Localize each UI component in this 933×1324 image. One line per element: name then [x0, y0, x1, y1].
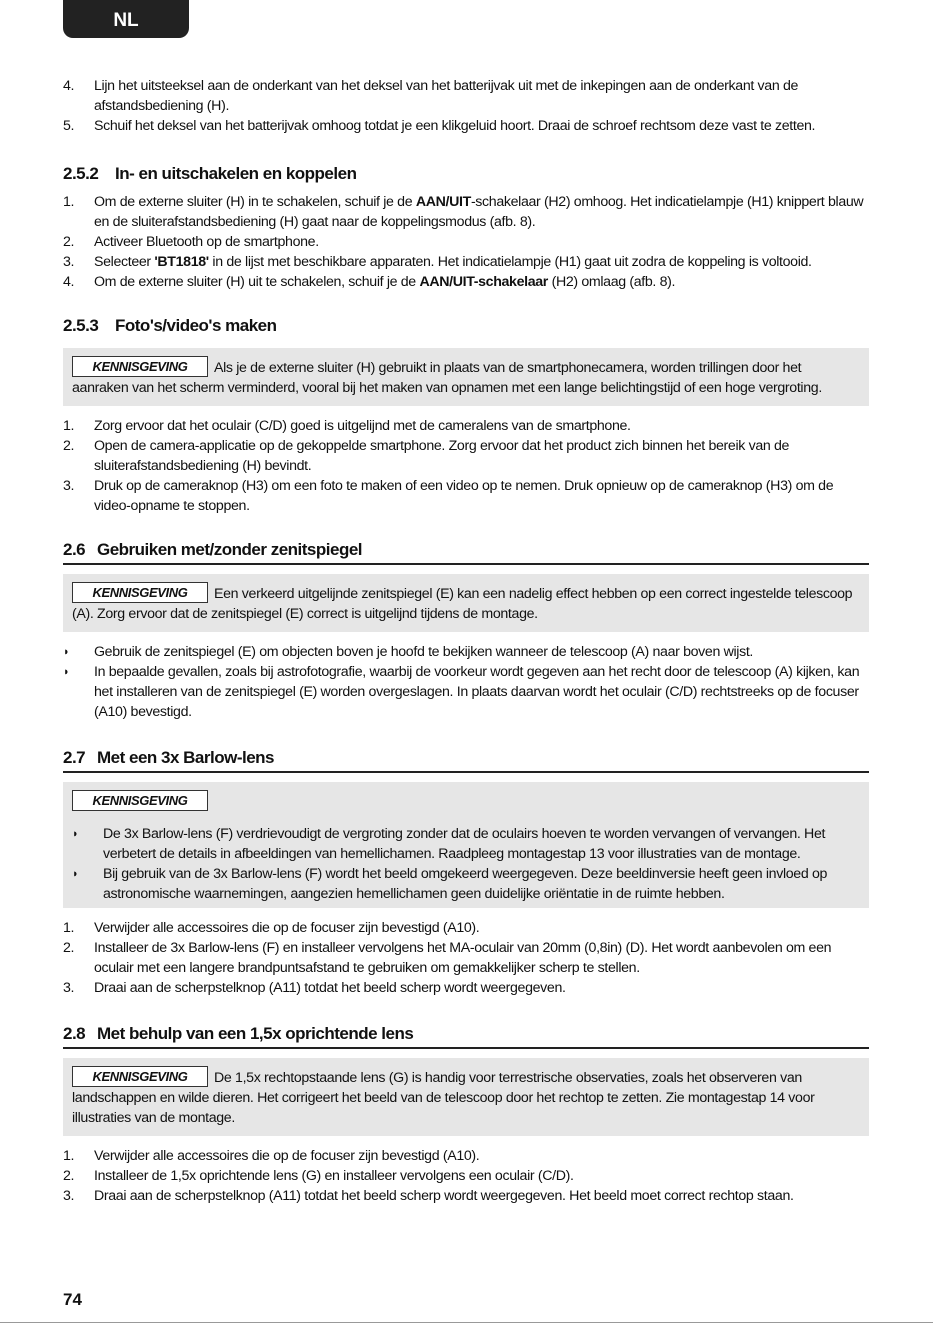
step-text: Verwijder alle accessoires die op de focuser zijn bevestigd (A10).	[94, 1148, 480, 1164]
section-number: 2.6	[63, 540, 86, 559]
section-title: Gebruiken met/zonder zenitspiegel	[97, 540, 363, 559]
step-number: 3.	[63, 478, 75, 494]
steps-2-5-3	[63, 416, 869, 516]
notice-box	[63, 782, 869, 908]
bullet-icon: ◗	[72, 828, 79, 840]
notice-text: De 1,5x rechtopstaande lens (G) is handig voor terrestrische observaties, zoals het observeren van landschappen en wilde dieren. Het corrigeert het beeld van de telescoop door het rechtop te zetten. Zie montagestap 14 voor illustraties van de montage.	[72, 1070, 815, 1126]
bullet-icon: ◗	[63, 646, 70, 658]
section-title: Met behulp van een 1,5x oprichtende lens	[97, 1024, 414, 1043]
list-item	[63, 978, 869, 998]
page-content	[63, 76, 869, 1206]
step-number: 1.	[63, 1148, 75, 1164]
step-number: 3.	[63, 1188, 75, 1204]
step-number: 2.	[63, 1168, 75, 1184]
section-heading-2-8	[63, 1023, 869, 1049]
step-text: Verwijder alle accessoires die op de focuser zijn bevestigd (A10).	[94, 920, 480, 936]
step-number: 3.	[63, 980, 75, 996]
list-item	[63, 116, 869, 136]
section-number: 2.5.2	[63, 164, 99, 183]
list-item	[63, 476, 869, 516]
section-title: Met een 3x Barlow-lens	[97, 748, 275, 767]
step-text: -schakelaar (H2) omhoog. Het indicatielampje (H1) knippert blauw en de sluiterafstandsbediening (H) gaat naar de koppelingsmodus (afb. 8).	[94, 194, 864, 230]
list-item	[63, 938, 869, 978]
bullet-text: Bij gebruik van de 3x Barlow-lens (F) wordt het beeld omgekeerd weergegeven. Deze beeldinversie heeft geen invloed op astronomische waarnemingen, aangezien hemellichamen geen duidelijke oriëntatie in de ruimte hebben.	[103, 866, 828, 902]
steps-2-8	[63, 1146, 869, 1206]
list-item	[63, 416, 869, 436]
page-bottom-rule	[0, 1322, 933, 1323]
step-number: 1.	[63, 418, 75, 434]
list-item	[63, 232, 869, 252]
step-number: 1.	[63, 920, 75, 936]
step-number: 2.	[63, 438, 75, 454]
list-item	[63, 662, 869, 722]
steps-2-5-2	[63, 192, 869, 292]
list-item	[63, 436, 869, 476]
step-number: 5.	[63, 118, 75, 134]
step-bold-text: AAN/UIT	[415, 194, 471, 210]
step-text: (H2) omlaag (afb. 8).	[547, 274, 676, 290]
step-text: Om de externe sluiter (H) uit te schakelen, schuif je de	[94, 274, 420, 290]
bullets-2-6	[63, 642, 869, 722]
step-number: 2.	[63, 234, 75, 250]
list-item	[63, 1186, 869, 1206]
page-number: 74	[63, 1290, 82, 1309]
section-number: 2.7	[63, 748, 86, 767]
list-item	[63, 1166, 869, 1186]
section-title: In- en uitschakelen en koppelen	[115, 164, 357, 183]
list-item	[63, 642, 869, 662]
list-item	[63, 272, 869, 292]
step-number: 1.	[63, 194, 75, 210]
step-text: Lijn het uitsteeksel aan de onderkant van het deksel van het batterijvak uit met de inkepingen aan de onderkant van de afstandsbediening (H).	[94, 78, 799, 114]
step-text: Open de camera-applicatie op de gekoppelde smartphone. Zorg ervoor dat het product zich binnen het bereik van de sluiterafstandsbediening (H) bevindt.	[94, 438, 790, 474]
step-text: Activeer Bluetooth op de smartphone.	[94, 234, 319, 250]
notice-box	[63, 574, 869, 632]
step-number: 4.	[63, 274, 75, 290]
list-item	[63, 918, 869, 938]
step-text: Druk op de cameraknop (H3) om een foto te maken of een video op te nemen. Druk opnieuw op de cameraknop (H3) om de video-opname te stoppen.	[94, 478, 834, 514]
notice-label: KENNISGEVING	[72, 1066, 208, 1087]
list-item	[63, 1146, 869, 1166]
notice-label: KENNISGEVING	[72, 356, 208, 377]
step-number: 3.	[63, 254, 75, 270]
section-heading-2-5-3	[63, 315, 869, 337]
bullet-text: De 3x Barlow-lens (F) verdrievoudigt de vergroting zonder dat de oculairs hoeven te worden vervangen of vervangen. Het verbetert de details in afbeeldingen van hemellichamen. Raadpleeg montagestap 13 voor illustraties van de montage.	[103, 826, 826, 862]
step-bold-text: AAN/UIT-schakelaar	[419, 274, 548, 290]
notice-label: KENNISGEVING	[72, 790, 208, 811]
list-item	[72, 824, 860, 864]
step-text: Selecteer	[94, 254, 155, 270]
step-text: Om de externe sluiter (H) in te schakelen, schuif je de	[94, 194, 416, 210]
bullet-text: In bepaalde gevallen, zoals bij astrofotografie, waarbij de voorkeur wordt gegeven aan het recht door de telescoop (A) kijken, kan het installeren van de zenitspiegel (E) worden overgeslagen. In plaats daarvan wordt het oculair (C/D) rechtstreeks op de focuser (A10) bevestigd.	[94, 664, 860, 720]
list-item	[72, 864, 860, 904]
step-text: in de lijst met beschikbare apparaten. Het indicatielampje (H1) gaat uit zodra de koppeling is voltooid.	[208, 254, 812, 270]
list-item	[63, 76, 869, 116]
step-text: Installeer de 1,5x oprichtende lens (G) en installeer vervolgens een oculair (C/D).	[94, 1168, 574, 1184]
step-text: Zorg ervoor dat het oculair (C/D) goed is uitgelijnd met de cameralens van de smartphone.	[94, 418, 631, 434]
steps-2-7	[63, 918, 869, 998]
section-number: 2.8	[63, 1024, 86, 1043]
step-text: Installeer de 3x Barlow-lens (F) en installeer vervolgens het MA-oculair van 20mm (0,8in) (D). Het wordt aanbevolen om een oculair met een langere brandpuntsafstand te gebruiken om gemakkelijker scherp te stellen.	[94, 940, 832, 976]
notice-text: Als je de externe sluiter (H) gebruikt in plaats van de smartphonecamera, worden trillingen door het aanraken van het scherm verminderd, vooral bij het maken van opnamen met een lange belichtingstijd of een hoge vergroting.	[72, 360, 822, 396]
bullet-icon: ◗	[72, 868, 79, 880]
step-number: 4.	[63, 78, 75, 94]
step-text: Schuif het deksel van het batterijvak omhoog totdat je een klikgeluid hoort. Draai de schroef rechtsom deze vast te zetten.	[94, 118, 816, 134]
notice-text: Een verkeerd uitgelijnde zenitspiegel (E) kan een nadelig effect hebben op een correct ingestelde telescoop (A). Zorg ervoor dat de zenitspiegel (E) correct is uitgelijnd tijdens de montage.	[72, 586, 853, 622]
step-number: 2.	[63, 940, 75, 956]
section-title: Foto's/video's maken	[115, 316, 277, 335]
bullet-icon: ◗	[63, 666, 70, 678]
notice-label: KENNISGEVING	[72, 582, 208, 603]
section-heading-2-6	[63, 539, 869, 565]
section-number: 2.5.3	[63, 316, 99, 335]
language-tab: NL	[63, 0, 189, 38]
notice-box	[63, 1058, 869, 1136]
list-item	[63, 192, 869, 232]
step-text: Draai aan de scherpstelknop (A11) totdat het beeld scherp wordt weergegeven.	[94, 980, 566, 996]
bullet-text: Gebruik de zenitspiegel (E) om objecten boven je hoofd te bekijken wanneer de telescoop (A) naar boven wijst.	[94, 644, 754, 660]
section-heading-2-5-2	[63, 163, 869, 185]
section-heading-2-7	[63, 747, 869, 773]
step-text: Draai aan de scherpstelknop (A11) totdat het beeld scherp wordt weergegeven. Het beeld moet correct rechtop staan.	[94, 1188, 794, 1204]
list-item	[63, 252, 869, 272]
notice-box	[63, 348, 869, 406]
intro-steps	[63, 76, 869, 136]
step-bold-text: 'BT1818'	[154, 254, 209, 270]
